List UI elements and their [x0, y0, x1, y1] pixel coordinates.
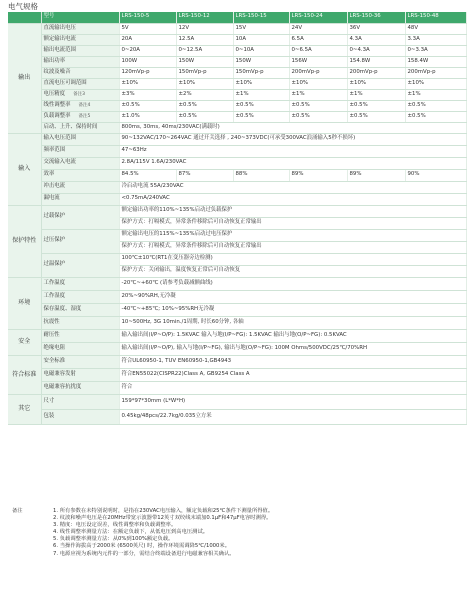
cell: 84.5% — [119, 169, 176, 181]
row-label: 尺寸 — [41, 394, 119, 409]
cell: 48V — [405, 23, 466, 34]
cell: 额定输出功率的110%~135%启动过负载保护 — [119, 205, 466, 217]
cell: 90~132VAC/170~264VAC 通过开关选择 , 240~373VDC(可承受300VAC浪涌输入5秒不损坏) — [119, 133, 466, 145]
cell: 800ms, 30ms, 40ms/230VAC(满载时) — [119, 122, 466, 133]
cell: ±10% — [347, 78, 405, 89]
model-name: LRS-150-12 — [176, 12, 233, 23]
cell: -40℃~+85℃; 10%~95%RH无冷凝 — [119, 303, 466, 316]
category-other: 其它 — [8, 394, 41, 424]
cell: 154.8W — [347, 56, 405, 67]
row-label: 抗震性 — [41, 316, 119, 329]
cell: ±10% — [405, 78, 466, 89]
cell: 150W — [176, 56, 233, 67]
cell: ±0.5% — [289, 100, 347, 111]
table-row — [8, 290, 466, 303]
row-label: 工作温度 — [41, 277, 119, 290]
spec-table — [8, 12, 467, 425]
cell: ±0.5% — [119, 100, 176, 111]
table-row — [8, 23, 466, 34]
cell: 36V — [347, 23, 405, 34]
cell: 0~6.5A — [289, 45, 347, 56]
note-item: 1. 所有参数在未特别说明时，是指在230VAC电压输入，额定负载和25℃条件下测量所得值。 — [53, 508, 274, 514]
cell: 符合 — [119, 381, 466, 394]
cell: ±3% — [119, 89, 176, 100]
model-name: LRS-150-48 — [405, 12, 466, 23]
model-name: LRS-150-15 — [233, 12, 289, 23]
cell: ±1% — [289, 89, 347, 100]
note-ref: 备注5 — [78, 113, 91, 119]
row-label: 输出功率 — [41, 56, 119, 67]
category-input: 输入 — [8, 133, 41, 205]
cell: 保护方式：打嗝模式，异常条件移除后可自动恢复正常输出 — [119, 241, 466, 253]
table-row — [8, 78, 466, 89]
cell: 6.5A — [289, 34, 347, 45]
cell: ±1% — [233, 89, 289, 100]
note-item: 3. 精度：电压设定误差，线性调整率和负载调整率。 — [53, 522, 177, 529]
table-row — [8, 89, 466, 100]
row-label: 绝缘电阻 — [41, 342, 119, 355]
cell: ±2% — [176, 89, 233, 100]
notes-list — [53, 508, 273, 558]
cell: 符合UL60950-1, TUV EN60950-1,GB4943 — [119, 355, 466, 368]
table-row — [8, 394, 466, 409]
table-row — [8, 316, 466, 329]
table-row — [8, 303, 466, 316]
cell: 12V — [176, 23, 233, 34]
table-row — [8, 145, 466, 157]
cell: 89% — [289, 169, 347, 181]
table-row — [8, 342, 466, 355]
cell: 10~500Hz, 3G 10min./1周期, 时长60分钟, 各轴 — [119, 316, 466, 329]
cell: ±0.5% — [405, 100, 466, 111]
note-ref: 备注4 — [78, 102, 91, 108]
cell: 输入输出间(I/P~O/P): 1.5KVAC 输入与地(I/P~FG): 1.5KVAC 输出与地(O/P~FG): 0.5KVAC — [119, 329, 466, 342]
cell: ±0.5% — [176, 100, 233, 111]
cell: ±1.0% — [119, 111, 176, 122]
cell: 120mVp-p — [119, 67, 176, 78]
row-label: 输入电压范围 — [41, 133, 119, 145]
table-row — [8, 355, 466, 368]
cell: 保护方式：关闭输出，温度恢复正常后可自动恢复 — [119, 265, 466, 277]
table-row — [8, 169, 466, 181]
category-protection: 保护特性 — [8, 205, 41, 277]
cell: 20A — [119, 34, 176, 45]
header-blank — [8, 12, 41, 23]
row-label: 频率范围 — [41, 145, 119, 157]
cell: ±10% — [119, 78, 176, 89]
note-item: 7. 电源应视为系统内元件的一部分，需结合终端设备进行电磁兼容相关确认。 — [53, 550, 235, 557]
row-label: 额定输出电流 — [41, 34, 119, 45]
table-row — [8, 34, 466, 45]
row-label: 电磁兼容抗扰度 — [41, 381, 119, 394]
row-label: 纹波及噪音 — [41, 67, 119, 78]
table-row — [8, 229, 466, 241]
cell: 24V — [289, 23, 347, 34]
table-row — [8, 111, 466, 122]
model-name: LRS-150-36 — [347, 12, 405, 23]
row-label: 电磁兼容发射 — [41, 368, 119, 381]
cell: ±10% — [233, 78, 289, 89]
cell: 150mVp-p — [233, 67, 289, 78]
cell: 0~3.3A — [405, 45, 466, 56]
model-name: LRS-150-5 — [119, 12, 176, 23]
cell: 0~10A — [233, 45, 289, 56]
table-row — [8, 181, 466, 193]
model-name: LRS-150-24 — [289, 12, 347, 23]
notes-label: 备注 — [12, 508, 23, 514]
table-row — [8, 329, 466, 342]
cell: 15V — [233, 23, 289, 34]
cell: ±0.5% — [289, 111, 347, 122]
cell: 额定输出电压的115%~135%启动过电压保护 — [119, 229, 466, 241]
row-label-text: 电压精度 — [43, 90, 66, 97]
cell: 冷启动电流 55A/230VAC — [119, 181, 466, 193]
header-row — [8, 12, 466, 23]
cell: 符合EN55022(CISPR22)Class A, GB9254 Class A — [119, 368, 466, 381]
cell: 89% — [347, 169, 405, 181]
note-item: 6. 当操作海拔高于2000米 (6500英尺) 时，操作环境需调降5℃/1000米。 — [53, 543, 231, 550]
row-label: 漏电流 — [41, 193, 119, 205]
table-row — [8, 277, 466, 290]
cell: 150mVp-p — [176, 67, 233, 78]
cell: ±0.5% — [347, 111, 405, 122]
row-label: 冲击电流 — [41, 181, 119, 193]
cell: <0.75mA/240VAC — [119, 193, 466, 205]
cell: ±1% — [405, 89, 466, 100]
cell: 158.4W — [405, 56, 466, 67]
page-title: 电气规格 — [8, 2, 38, 11]
row-label — [41, 89, 119, 100]
table-row — [8, 193, 466, 205]
note-item: 2. 纹波和噪声电压是在20MHz带宽示波器带12英寸双绞线末端加0.1μF和47μF电容时测得。 — [53, 515, 272, 522]
cell: 100℃±10℃(RT1在变压器旁边检测) — [119, 253, 466, 265]
cell: 88% — [233, 169, 289, 181]
row-label: 启动、上升、保持时间 — [41, 122, 119, 133]
table-row — [8, 133, 466, 145]
row-label — [41, 100, 119, 111]
cell: 20%~90%RH,无冷凝 — [119, 290, 466, 303]
cell: 200mVp-p — [405, 67, 466, 78]
row-label: 输出电流范围 — [41, 45, 119, 56]
row-label: 过载保护 — [41, 205, 119, 229]
row-label: 工作湿度 — [41, 290, 119, 303]
row-label: 直流电压可调范围 — [41, 78, 119, 89]
cell: 10A — [233, 34, 289, 45]
cell: 87% — [176, 169, 233, 181]
cell: 5V — [119, 23, 176, 34]
category-output: 输出 — [8, 23, 41, 133]
cell: 4.3A — [347, 34, 405, 45]
cell: 90% — [405, 169, 466, 181]
row-label: 过压保护 — [41, 229, 119, 253]
table-row — [8, 205, 466, 217]
row-label: 效率 — [41, 169, 119, 181]
cell: 0~4.3A — [347, 45, 405, 56]
cell: -20℃~+60℃ (请参考负载减额曲线) — [119, 277, 466, 290]
table-row — [8, 368, 466, 381]
row-label: 交流输入电流 — [41, 157, 119, 169]
cell: 3.3A — [405, 34, 466, 45]
cell: 200mVp-p — [289, 67, 347, 78]
table-row — [8, 56, 466, 67]
row-label: 直流输出电压 — [41, 23, 119, 34]
cell: 200mVp-p — [347, 67, 405, 78]
cell: 47~63Hz — [119, 145, 466, 157]
cell: 保护方式：打嗝模式，异常条件移除后可自动恢复正常输出 — [119, 217, 466, 229]
cell: ±0.5% — [233, 100, 289, 111]
cell: 0.45kg/48pcs/22.7kg/0.035立方米 — [119, 409, 466, 424]
row-label: 保存温度、湿度 — [41, 303, 119, 316]
row-label: 包装 — [41, 409, 119, 424]
table-row — [8, 67, 466, 78]
cell: 0~20A — [119, 45, 176, 56]
cell: ±0.5% — [347, 100, 405, 111]
row-label — [41, 111, 119, 122]
category-environment: 环境 — [8, 277, 41, 329]
cell: 156W — [289, 56, 347, 67]
cell: 0~12.5A — [176, 45, 233, 56]
table-row — [8, 409, 466, 424]
category-safety: 安全 — [8, 329, 41, 355]
row-label: 过温保护 — [41, 253, 119, 277]
cell: 150W — [233, 56, 289, 67]
cell: 12.5A — [176, 34, 233, 45]
cell: ±10% — [289, 78, 347, 89]
row-label-text: 负载调整率 — [43, 112, 71, 119]
row-label: 安全标准 — [41, 355, 119, 368]
cell: ±10% — [176, 78, 233, 89]
note-item: 4. 线性调整率测量方法：在额定负载下，从低电压到高电压测试。 — [53, 529, 209, 536]
cell: 100W — [119, 56, 176, 67]
cell: ±1% — [347, 89, 405, 100]
cell: 159*97*30mm (L*W*H) — [119, 394, 466, 409]
table-row — [8, 100, 466, 111]
cell: ±0.5% — [176, 111, 233, 122]
table-row — [8, 381, 466, 394]
note-ref: 备注3 — [73, 91, 85, 97]
note-item: 5. 负载调整率测量方法：从0%到100%额定负载。 — [53, 536, 174, 543]
cell: 2.8A/115V 1.6A/230VAC — [119, 157, 466, 169]
category-compliance: 符合标准 — [8, 355, 41, 394]
model-label: 型号 — [41, 12, 119, 23]
cell: ±0.5% — [405, 111, 466, 122]
cell: 输入输出间(I/P~O/P), 输入与地(I/P~FG), 输出与地(O/P~FG): 100M Ohms/500VDC/25℃/70%RH — [119, 342, 466, 355]
table-row — [8, 157, 466, 169]
table-row — [8, 122, 466, 133]
row-label-text: 线性调整率 — [43, 101, 71, 108]
table-row — [8, 45, 466, 56]
cell: ±0.5% — [233, 111, 289, 122]
table-row — [8, 253, 466, 265]
row-label: 耐压性 — [41, 329, 119, 342]
